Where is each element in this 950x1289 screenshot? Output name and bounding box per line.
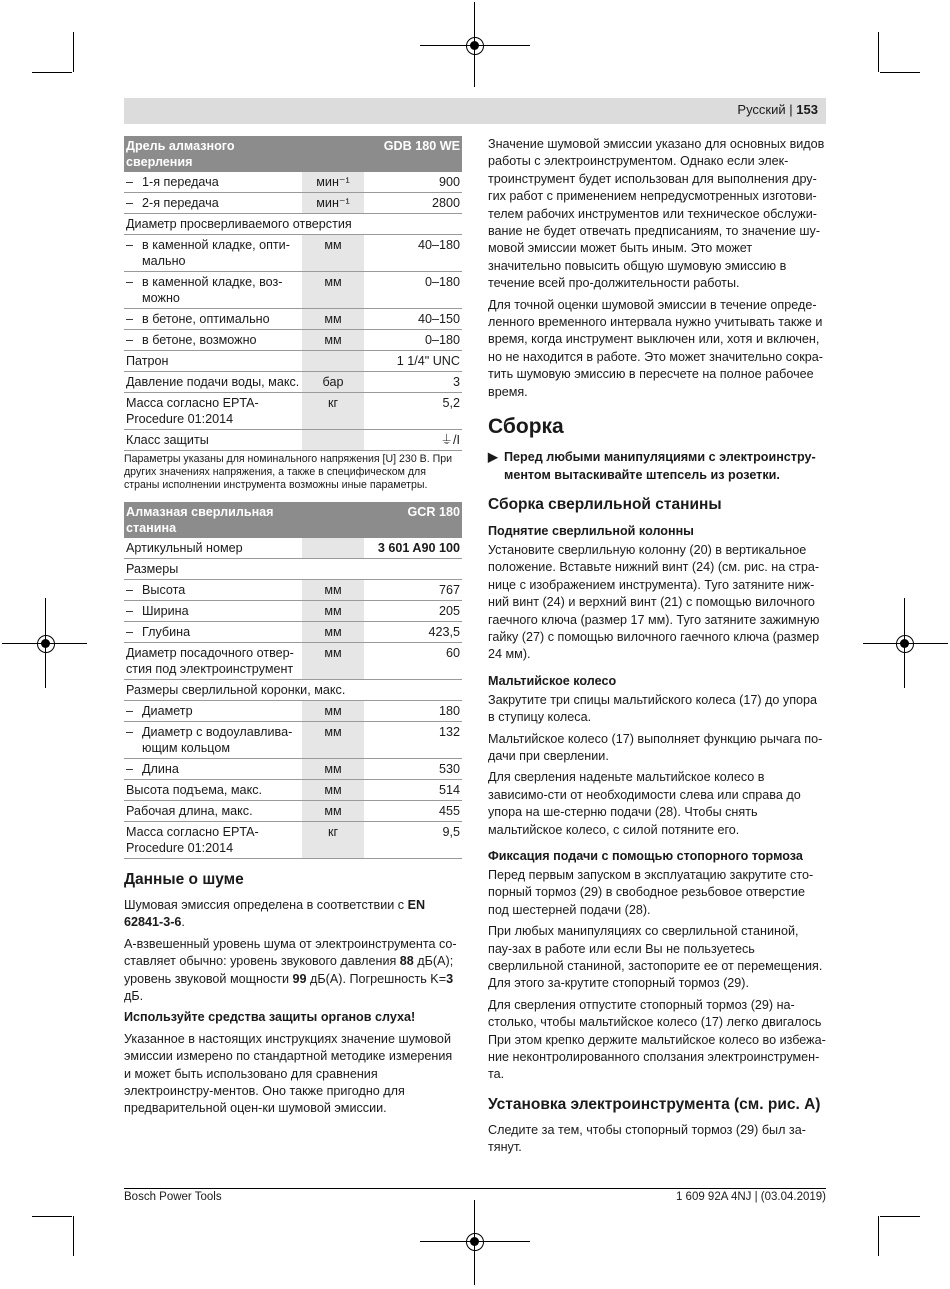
param-label: – в бетоне, возможно: [124, 330, 302, 351]
param-value: 0–180: [364, 272, 462, 309]
wheel-text-1: Закрутите три спицы мальтийского колеса (17) до упора в ступицу колеса.: [488, 692, 818, 725]
param-unit: мм: [302, 601, 364, 622]
param-unit: мм: [302, 309, 364, 330]
noise-title: Данные о шуме: [124, 871, 244, 888]
param-label: – в бетоне, оптимально: [124, 309, 302, 330]
wheel-text-2: Мальтийское колесо (17) выполняет функцию рычага по-дачи при сверлении.: [488, 731, 823, 763]
param-value: 132: [364, 722, 462, 759]
header-separator: |: [789, 102, 793, 117]
hearing-protection-warning: Используйте средства защиты органов слуха!: [124, 1010, 416, 1025]
table-group-label: Размеры сверлильной коронки, макс.: [124, 680, 462, 701]
param-value: 3: [364, 372, 462, 393]
table-row: [124, 372, 462, 393]
table-row: [124, 580, 462, 601]
param-unit: [302, 538, 364, 559]
param-value: 3 601 A90 100: [364, 538, 462, 559]
noise-paragraph-2: Для точной оценки шумовой эмиссии в течение опреде-ленного временного интервала нужно учитывать также и время, когда инструмент выключен или, хотя и включен, но не находится в работе. Это может значительно сокра-тить шумовую эмиссию в пересчете на полное рабочее время.: [488, 297, 823, 399]
footer-docnum: 1 609 92A 4NJ | (03.04.2019): [675, 1191, 826, 1203]
registration-mark-bottom: [466, 1233, 484, 1251]
param-unit: [302, 430, 364, 451]
table-header-cell: Дрель алмазного сверления: [124, 136, 302, 172]
table-row: [124, 643, 462, 680]
param-unit: мин⁻¹: [302, 193, 364, 214]
noise-standard: Шумовая эмиссия определена в соответствии с EN 62841-3-6.: [124, 898, 426, 930]
table-header-cell: [302, 136, 364, 172]
param-unit: мм: [302, 722, 364, 759]
table-row: [124, 722, 462, 759]
safety-warning: ▶ Перед любыми манипуляциями с электроинстру-ментом вытаскивайте штепсель из розетки.: [488, 449, 826, 484]
table-row: [124, 272, 462, 309]
noise-paragraph-1: Значение шумовой эмиссии указано для основных видов работы с электроинструментом. Однако если элек-троинструмент будет использован для выполнения дру-гих работ с применением непредусмотренных изготови-телем рабочих инструментов или техническое обслужи-вание не будет отвечать предписаниям, то значение шу-мовой эмиссии может быть иным. Это может значительно повысить общую шумовую эмиссию в течение всей про-должительности работы.: [488, 137, 825, 291]
table-row: [124, 822, 462, 859]
table-row: [124, 330, 462, 351]
footer-brand: Bosch Power Tools: [124, 1191, 222, 1203]
brake-text-1: Перед первым запуском в эксплуатацию закрутите сто-порный тормоз (29) в свободное резьбовое отверстие под шестерней подачи (28).: [488, 868, 814, 917]
table-row: [124, 559, 462, 580]
install-title: Установка электроинструмента (см. рис. A): [488, 1095, 821, 1113]
table-header-cell: [302, 502, 364, 538]
registration-mark-top: [466, 37, 484, 55]
brake-text-2: При любых манипуляциях со сверлильной станиной, пау-зах в работе или если Вы не пользуетесь сверлильной станиной, застопорите ее от перемещения. Для этого за-крутите стопорный тормоз (29).: [488, 924, 823, 991]
table-row: [124, 601, 462, 622]
table-header-cell: GDB 180 WE: [364, 136, 462, 172]
table-header-cell: GCR 180: [364, 502, 462, 538]
param-value: 455: [364, 801, 462, 822]
param-value: 40–180: [364, 235, 462, 272]
param-value: 40–150: [364, 309, 462, 330]
param-label: – Глубина: [124, 622, 302, 643]
table-row: [124, 172, 462, 193]
param-unit: [302, 351, 364, 372]
param-label: – в каменной кладке, воз-можно: [124, 272, 302, 309]
param-unit: мм: [302, 330, 364, 351]
param-unit: мм: [302, 643, 364, 680]
noise-levels: A-взвешенный уровень шума от электроинструмента со-ставляет обычно: уровень звукового давления 88 дБ(A); уровень звуковой мощности 99 дБ(A). Погрешность K=3 дБ.: [124, 936, 457, 1004]
table-header-row: [124, 502, 462, 538]
param-value: 9,5: [364, 822, 462, 859]
param-unit: мм: [302, 272, 364, 309]
spec-note: Параметры указаны для номинального напряжения [U] 230 В. При других значениях напряжения, а также в специфическом для страны исполнении инструмента возможны иные параметры.: [124, 453, 453, 491]
param-label: Масса согласно EPTA-Procedure 01:2014: [124, 822, 302, 859]
table-row: [124, 622, 462, 643]
param-label: – 2-я передача: [124, 193, 302, 214]
param-value: 205: [364, 601, 462, 622]
column-title: Поднятие сверлильной колонны: [488, 523, 694, 538]
param-label: Давление подачи воды, макс.: [124, 372, 302, 393]
param-unit: мм: [302, 235, 364, 272]
table-row: [124, 430, 462, 451]
column-text: Установите сверлильную колонну (20) в вертикальное положение. Вставьте нижний винт (24) (см. рис. на стра-нице с изображением инструмента). Туго затяните ниж-ний винт (24) и верхний винт (21) с помощью вилочного гаечного ключа (размер 17 мм). Туго затяните зажимную гайку (27) с помощью вилочного гаечного ключа (размер 24 мм).: [488, 542, 820, 662]
param-unit: бар: [302, 372, 364, 393]
table-row: [124, 351, 462, 372]
wheel-title: Мальтийское колесо: [488, 673, 617, 688]
param-label: Рабочая длина, макс.: [124, 801, 302, 822]
registration-mark-left: [37, 635, 55, 653]
param-value: 530: [364, 759, 462, 780]
param-unit: мм: [302, 759, 364, 780]
param-label: – Ширина: [124, 601, 302, 622]
param-label: – в каменной кладке, опти-мально: [124, 235, 302, 272]
param-label: – Диаметр: [124, 701, 302, 722]
table-row: [124, 309, 462, 330]
param-label: Класс защиты: [124, 430, 302, 451]
param-label: Высота подъема, макс.: [124, 780, 302, 801]
spec-table-stand: [124, 502, 462, 859]
param-value: 900: [364, 172, 462, 193]
param-unit: мм: [302, 801, 364, 822]
page-header: [124, 98, 826, 124]
wheel-text-3: Для сверления наденьте мальтийское колесо в зависимо-сти от необходимости слева или справа до упора на ше-стерню подачи (28). Чтобы снять мальтийское колесо, с силой потяните его.: [488, 770, 801, 837]
param-unit: кг: [302, 393, 364, 430]
param-label: – Высота: [124, 580, 302, 601]
table-row: [124, 393, 462, 430]
page-number: 153: [796, 102, 818, 117]
page-language: [737, 102, 818, 117]
param-value: 0–180: [364, 330, 462, 351]
table-header-cell: Алмазная сверлильная станина: [124, 502, 302, 538]
param-value: 5,2: [364, 393, 462, 430]
param-unit: кг: [302, 822, 364, 859]
param-value: 60: [364, 643, 462, 680]
assembly-title: Сборка: [488, 415, 564, 439]
param-value: 2800: [364, 193, 462, 214]
table-group-label: Размеры: [124, 559, 462, 580]
param-value: ⏚/I: [364, 430, 462, 451]
noise-info: Указанное в настоящих инструкциях значение шумовой эмиссии измерено по стандартной методике измерения и может быть использовано для сравнения электроинстру-ментов. Оно также пригодно для предварительной оцен-ки шумовой эмиссии.: [124, 1031, 453, 1116]
table-row: [124, 214, 462, 235]
stand-assembly-title: Сборка сверлильной станины: [488, 495, 722, 513]
table-row: [124, 538, 462, 559]
param-unit: мм: [302, 622, 364, 643]
param-label: – Длина: [124, 759, 302, 780]
param-label: Патрон: [124, 351, 302, 372]
param-value: 180: [364, 701, 462, 722]
left-column: [124, 136, 462, 1122]
brake-title: Фиксация подачи с помощью стопорного тормоза: [488, 849, 803, 863]
language-label: Русский: [737, 102, 786, 117]
brake-text-3: Для сверления отпустите стопорный тормоз (29) на-столько, чтобы мальтийское колесо (17) легко двигалось При этом крепко держите мальтийское колесо во избежа-ние неконтролированного сползания электроинструмен-та.: [488, 997, 826, 1082]
param-value: 1 1/4" UNC: [364, 351, 462, 372]
param-value: 423,5: [364, 622, 462, 643]
param-unit: мин⁻¹: [302, 172, 364, 193]
table-row: [124, 780, 462, 801]
table-row: [124, 235, 462, 272]
install-text: Следите за тем, чтобы стопорный тормоз (29) был за-тянут.: [488, 1122, 806, 1155]
param-label: Диаметр посадочного отвер-стия под электроинструмент: [124, 643, 302, 680]
param-label: Масса согласно EPTA-Procedure 01:2014: [124, 393, 302, 430]
table-group-label: Диаметр просверливаемого отверстия: [124, 214, 462, 235]
param-unit: мм: [302, 780, 364, 801]
param-label: – Диаметр с водоулавлива-ющим кольцом: [124, 722, 302, 759]
registration-mark-right: [896, 635, 914, 653]
param-value: 767: [364, 580, 462, 601]
table-header-row: [124, 136, 462, 172]
table-row: [124, 759, 462, 780]
param-label: Артикульный номер: [124, 538, 302, 559]
arrow-icon: ▶: [488, 450, 498, 465]
param-label: – 1-я передача: [124, 172, 302, 193]
param-unit: мм: [302, 701, 364, 722]
spec-table-drill: [124, 136, 462, 451]
right-column: [488, 136, 826, 1161]
table-row: [124, 680, 462, 701]
table-row: [124, 801, 462, 822]
table-row: [124, 701, 462, 722]
footer-rule: [124, 1188, 826, 1189]
param-value: 514: [364, 780, 462, 801]
param-unit: мм: [302, 580, 364, 601]
table-row: [124, 193, 462, 214]
